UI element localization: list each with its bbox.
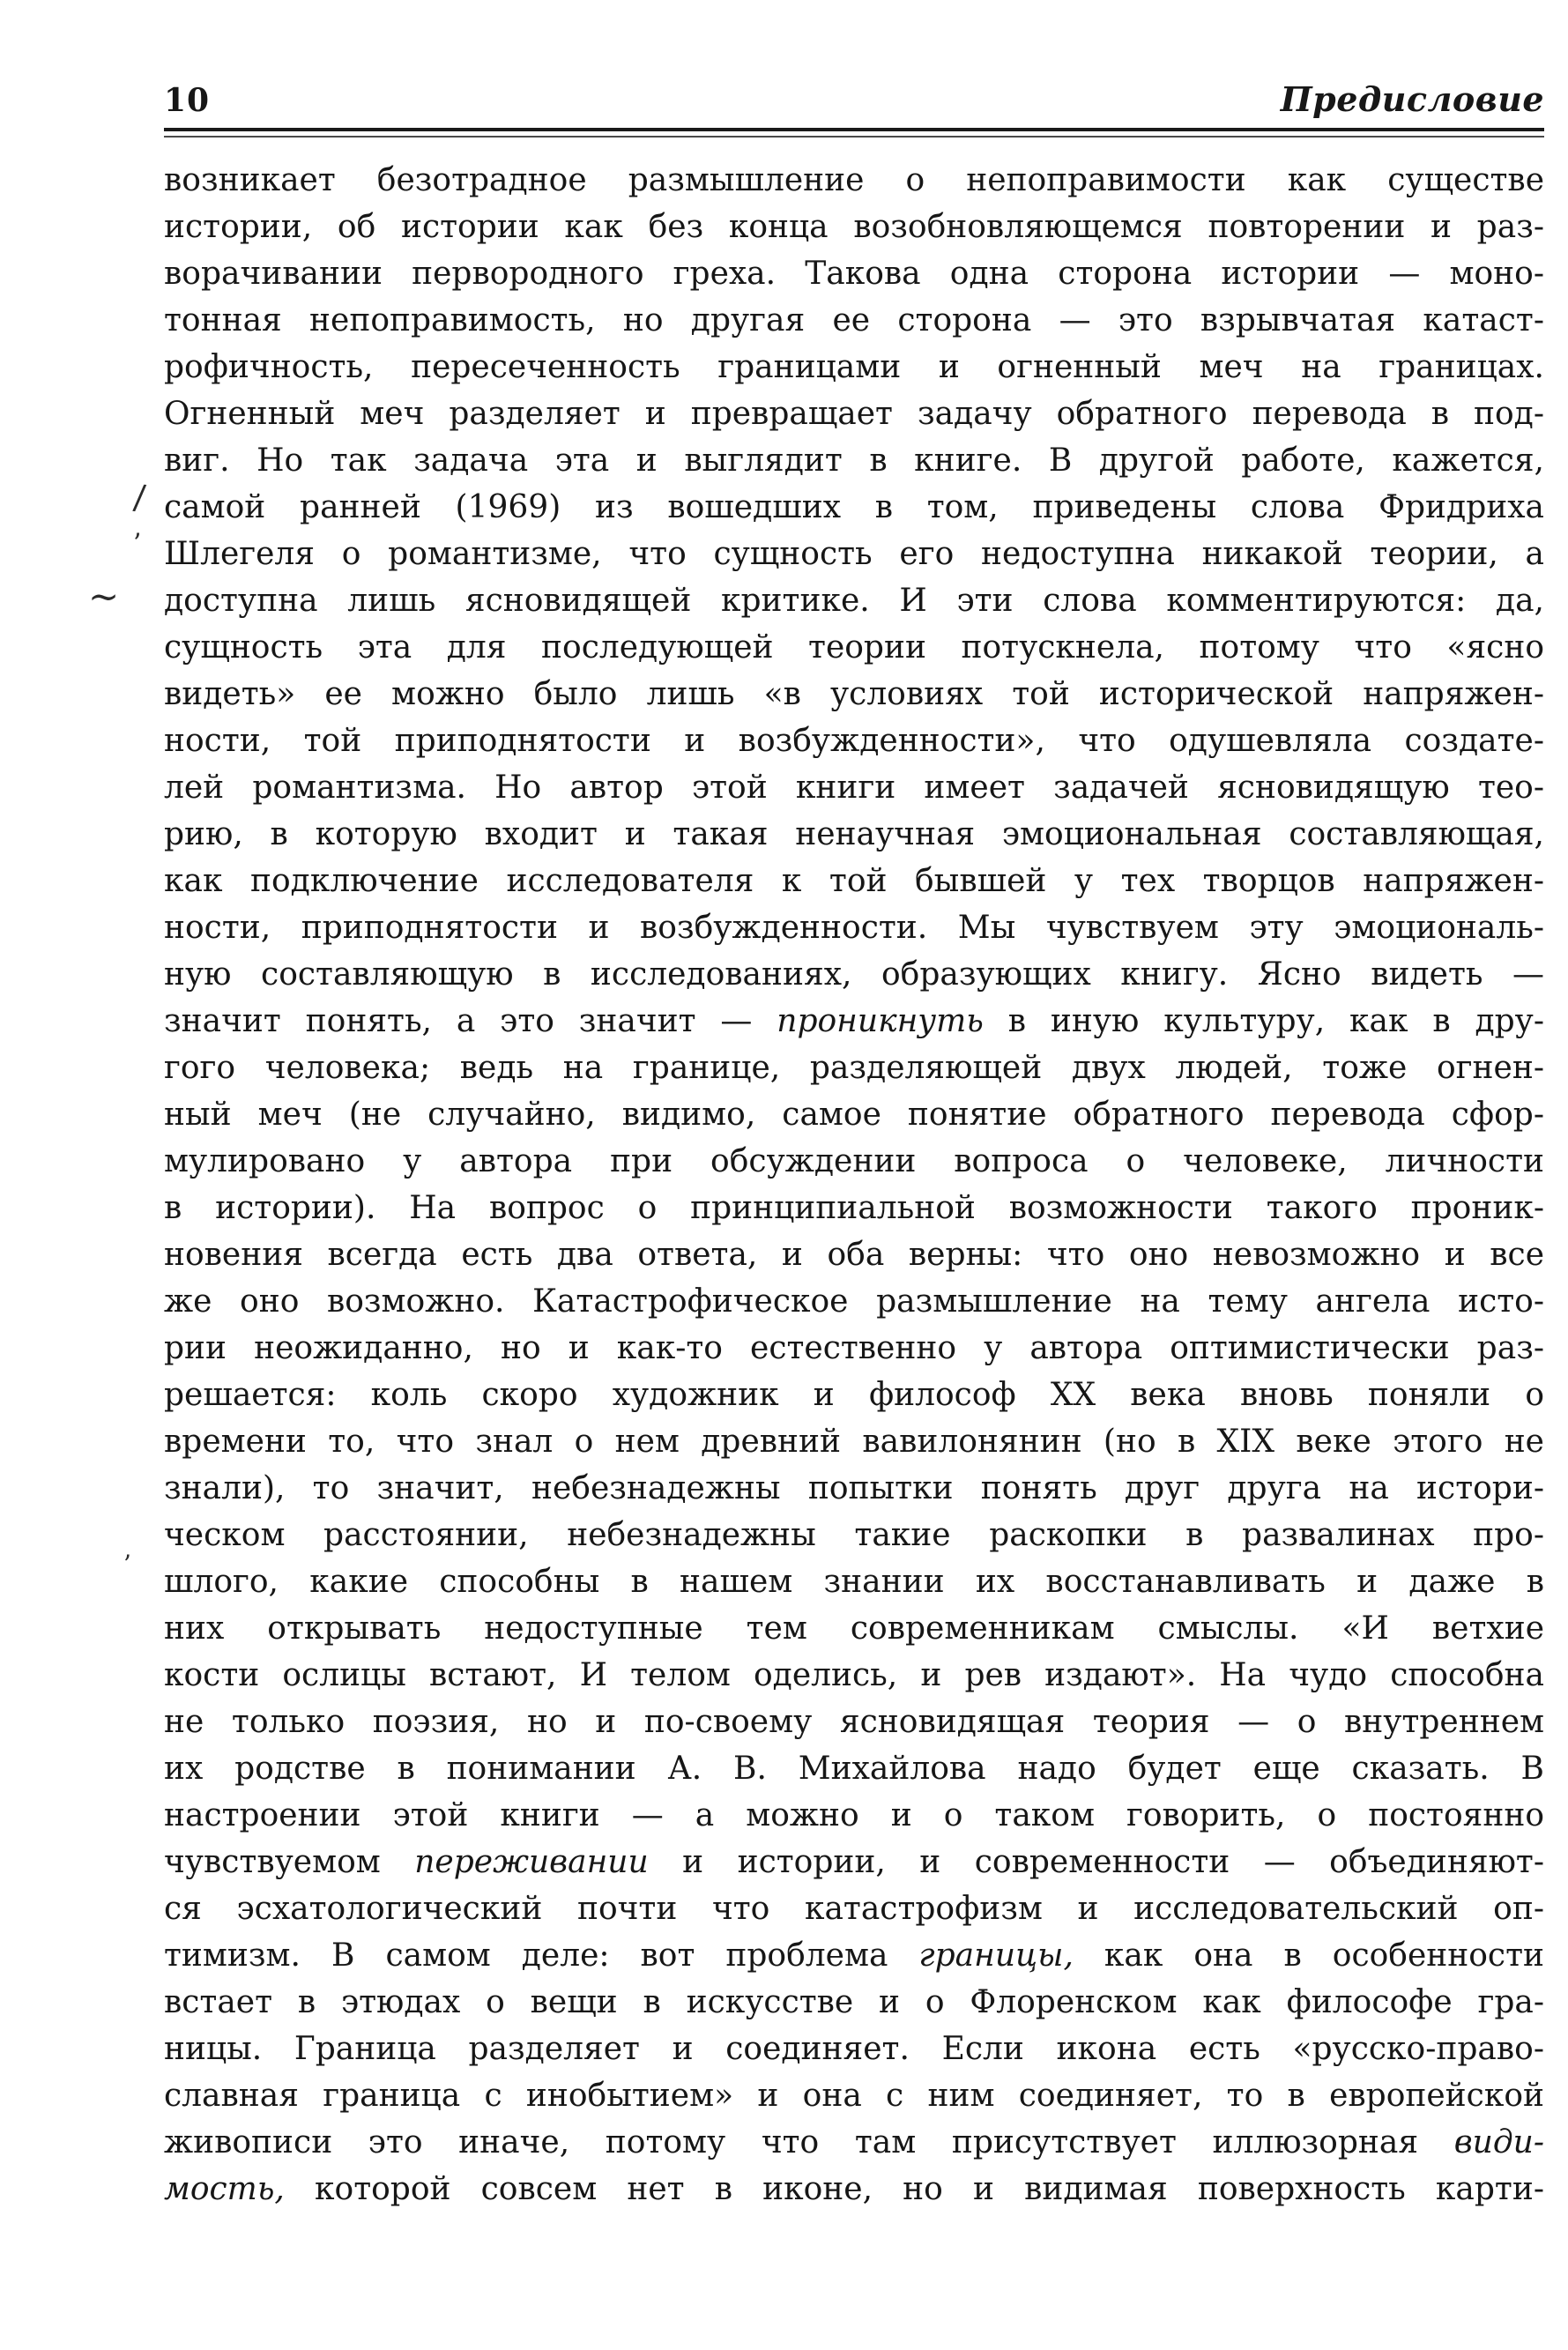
text-line (164, 437, 1544, 484)
text-line (164, 1045, 1544, 1091)
text-line (164, 1605, 1544, 1652)
text-line (164, 157, 1544, 204)
text-run: Шлегеля о романтизме, что сущность его недоступна никакой теории, а (164, 536, 1544, 572)
italic-run: границы, (918, 1937, 1074, 1974)
text-run: ворачивании первородного греха. Такова одна сторона истории — моно- (164, 256, 1544, 292)
text-run: видеть» ее можно было лишь «в условиях той исторической напряжен- (164, 676, 1544, 712)
margin-mark: ’ (123, 1550, 131, 1579)
text-line (164, 1091, 1544, 1138)
running-title: Предисловие (1280, 79, 1544, 119)
text-line (164, 484, 1544, 531)
text-run: ную составляющую в исследованиях, образующих книгу. Ясно видеть — (164, 956, 1544, 993)
text-line (164, 297, 1544, 344)
text-line (164, 998, 1544, 1045)
text-line (164, 2166, 1544, 2212)
text-line (164, 204, 1544, 250)
text-line (164, 764, 1544, 811)
margin-mark: / (131, 477, 148, 517)
text-line (164, 1138, 1544, 1185)
text-line (164, 1932, 1544, 1979)
text-run: времени то, что знал о нем древний вавилонянин (но в XIX веке этого не (164, 1424, 1544, 1460)
text-run: тонная непоправимость, но другая ее сторона — это взрывчатая катаст- (164, 302, 1544, 338)
text-run: же оно возможно. Катастрофическое размышление на тему ангела исто- (164, 1283, 1544, 1320)
italic-run: мость, (164, 2171, 285, 2207)
italic-run: проникнуть (777, 1003, 984, 1039)
page-number: 10 (164, 82, 211, 119)
text-line (164, 1512, 1544, 1558)
text-run: живописи это иначе, потому что там присутствует иллюзорная (164, 2124, 1454, 2160)
text-run: шлого, какие способны в нашем знании их восстанавливать и даже в (164, 1564, 1544, 1600)
text-line (164, 344, 1544, 390)
text-run: знали), то значит, небезнадежны попытки понять друг друга на истори- (164, 1470, 1544, 1506)
text-line (164, 577, 1544, 624)
text-run: значит понять, а это значит — (164, 1003, 777, 1039)
text-line (164, 1418, 1544, 1465)
text-run: возникает безотрадное размышление о непоправимости как существе (164, 162, 1544, 198)
text-line (164, 1185, 1544, 1231)
text-run: чувствуемом (164, 1844, 415, 1880)
text-line (164, 2072, 1544, 2119)
text-run: в истории). На вопрос о принципиальной возможности такого проник- (164, 1190, 1544, 1226)
text-line (164, 1278, 1544, 1325)
text-run: рофичность, пересеченность границами и огненный меч на границах. (164, 349, 1544, 385)
text-run: в иную культуру, как в дру- (983, 1003, 1544, 1039)
text-line (164, 1839, 1544, 1885)
text-run: сущность эта для последующей теории потускнела, потому что «ясно (164, 629, 1544, 666)
text-line (164, 250, 1544, 297)
header-rule-thin (164, 136, 1544, 138)
margin-mark: ʼ (132, 529, 141, 560)
text-line (164, 1465, 1544, 1512)
text-line (164, 1652, 1544, 1699)
text-line (164, 1745, 1544, 1792)
text-run: ности, приподнятости и возбужденности. Мы чувствуем эту эмоциональ- (164, 910, 1544, 946)
text-run: настроении этой книги — а можно и о таком говорить, о постоянно (164, 1797, 1544, 1833)
text-run: как подключение исследователя к той бывшей у тех творцов напряжен- (164, 863, 1544, 899)
text-line (164, 904, 1544, 951)
text-line (164, 390, 1544, 437)
text-line (164, 1558, 1544, 1605)
text-run: встает в этюдах о вещи в искусстве и о Флоренском как философе гра- (164, 1984, 1544, 2020)
text-line (164, 1699, 1544, 1745)
text-run: самой ранней (1969) из вошедших в том, приведены слова Фридриха (164, 489, 1544, 525)
page-header (164, 79, 1544, 121)
text-run: ницы. Граница разделяет и соединяет. Если икона есть «русско-право- (164, 2031, 1544, 2067)
text-run: как она в особенности (1073, 1937, 1544, 1974)
text-run: рии неожиданно, но и как-то естественно у автора оптимистически раз- (164, 1330, 1544, 1366)
text-run: ся эсхатологический почти что катастрофизм и исследовательский оп- (164, 1891, 1544, 1927)
text-run: рию, в которую входит и такая ненаучная эмоциональная составляющая, (164, 816, 1544, 852)
text-run: их родстве в понимании А. В. Михайлова надо будет еще сказать. В (164, 1751, 1544, 1787)
text-run: доступна лишь ясновидящей критике. И эти слова комментируются: да, (164, 583, 1544, 619)
header-rule-thick (164, 128, 1544, 131)
text-run: не только поэзия, но и по-своему ясновидящая теория — о внутреннем (164, 1704, 1544, 1740)
body-text (164, 157, 1544, 2212)
text-line (164, 671, 1544, 718)
text-run: лей романтизма. Но автор этой книги имеет задачей ясновидящую тео- (164, 770, 1544, 806)
text-line (164, 1979, 1544, 2026)
text-run: ный меч (не случайно, видимо, самое понятие обратного перевода сфор- (164, 1097, 1544, 1133)
margin-mark: ~ (88, 575, 120, 618)
text-run: ческом расстоянии, небезнадежны такие раскопки в развалинах про- (164, 1517, 1544, 1553)
text-run: ности, той приподнятости и возбужденности», что одушевляла создате- (164, 723, 1544, 759)
text-line (164, 624, 1544, 671)
text-line (164, 1372, 1544, 1418)
text-line (164, 811, 1544, 858)
text-line (164, 1325, 1544, 1372)
text-line (164, 2026, 1544, 2072)
text-line (164, 1885, 1544, 1932)
text-run: виг. Но так задача эта и выглядит в книге. В другой работе, кажется, (164, 442, 1544, 479)
text-line (164, 718, 1544, 764)
text-run: Огненный меч разделяет и превращает задачу обратного перевода в под- (164, 396, 1544, 432)
italic-run: види- (1453, 2124, 1544, 2160)
text-run: гого человека; ведь на границе, разделяющей двух людей, тоже огнен- (164, 1050, 1544, 1086)
text-line (164, 1231, 1544, 1278)
page-content (164, 79, 1544, 2212)
text-run: истории, об истории как без конца возобновляющемся повторении и раз- (164, 209, 1544, 245)
text-run: них открывать недоступные тем современникам смыслы. «И ветхие (164, 1610, 1544, 1647)
text-run: и истории, и современности — объединяют- (648, 1844, 1544, 1880)
text-line (164, 1792, 1544, 1839)
text-run: новения всегда есть два ответа, и оба верны: что оно невозможно и все (164, 1237, 1544, 1273)
text-line (164, 858, 1544, 904)
text-line (164, 2119, 1544, 2166)
text-run: кости ослицы встают, И телом оделись, и рев издают». На чудо способна (164, 1657, 1544, 1693)
text-run: решается: коль скоро художник и философ XX века вновь поняли о (164, 1377, 1544, 1413)
text-line (164, 531, 1544, 577)
italic-run: переживании (414, 1844, 649, 1880)
text-run: которой совсем нет в иконе, но и видимая поверхность карти- (284, 2171, 1544, 2207)
text-run: мулировано у автора при обсуждении вопроса о человеке, личности (164, 1143, 1544, 1179)
text-run: тимизм. В самом деле: вот проблема (164, 1937, 919, 1974)
text-run: славная граница с инобытием» и она с ним соединяет, то в европейской (164, 2078, 1544, 2114)
text-line (164, 951, 1544, 998)
